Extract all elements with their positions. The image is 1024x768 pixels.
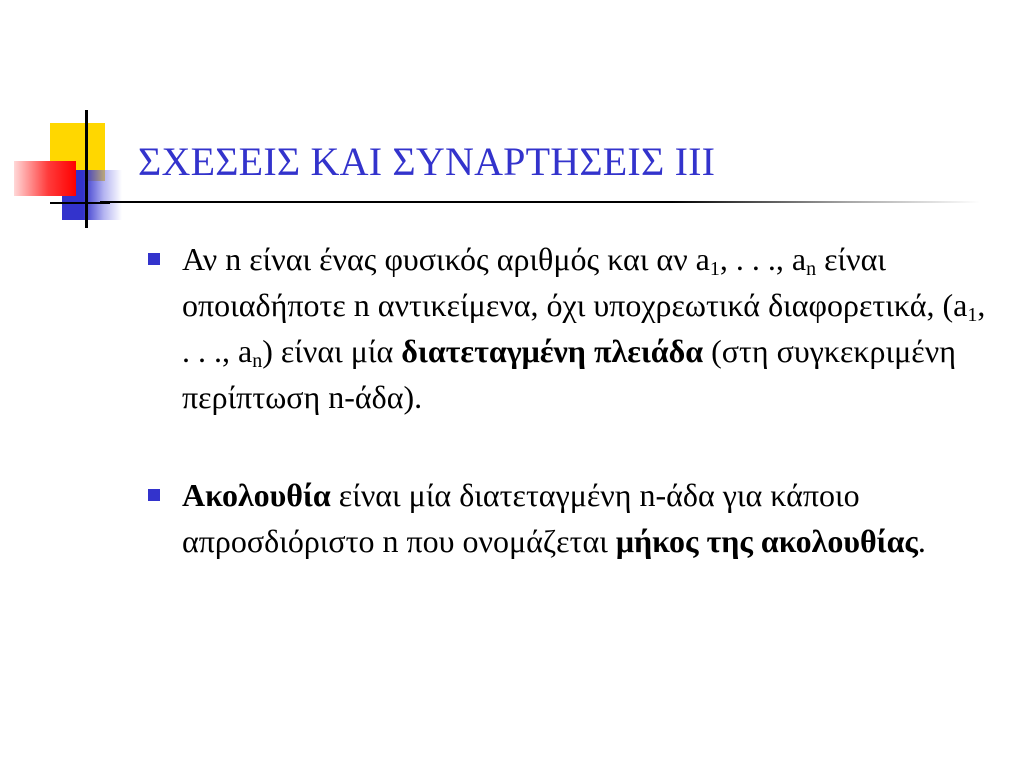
logo-vertical-line [85, 110, 88, 228]
bullet-text [182, 477, 926, 559]
bullet-item-sequence [148, 472, 998, 564]
text-run: είναι μία διατεταγμένη n-άδα για κάποιο απροσδιόριστο n που ονομάζεται [182, 477, 860, 559]
text-run: , . . ., a [719, 241, 807, 277]
subscript: n [806, 258, 817, 280]
subscript: 1 [967, 304, 978, 326]
bullet-square-icon [148, 253, 160, 265]
bullet-text [182, 241, 985, 415]
title-underline [100, 201, 980, 203]
bullet-list [148, 236, 998, 564]
slide-title: ΣΧΕΣΕΙΣ ΚΑΙ ΣΥΝΑΡΤΗΣΕΙΣ III [138, 139, 716, 184]
bold-term: Ακολουθία [182, 477, 331, 513]
subscript: 1 [709, 258, 720, 280]
bullet-square-icon [148, 489, 160, 501]
text-run: (στη συγκεκριμένη περίπτωση n-άδα). [182, 333, 956, 415]
text-run: ) είναι μία [262, 333, 402, 369]
subscript: n [252, 350, 263, 372]
decorative-logo-icon [0, 0, 140, 240]
bold-term: διατεταγμένη πλειάδα [401, 333, 704, 369]
text-run: είναι οποιαδήποτε n αντικείμενα, όχι υποχρεωτικά διαφορετικά, (a [182, 241, 968, 323]
text-run: Αν n είναι ένας φυσικός αριθμός και αν a [182, 241, 710, 277]
logo-red-square [14, 161, 76, 196]
bold-term: μήκος της ακολουθίας [615, 523, 918, 559]
text-run: . [917, 523, 926, 559]
text-run: , . . ., a [182, 287, 986, 369]
bullet-item-ordered-tuple [148, 236, 998, 420]
